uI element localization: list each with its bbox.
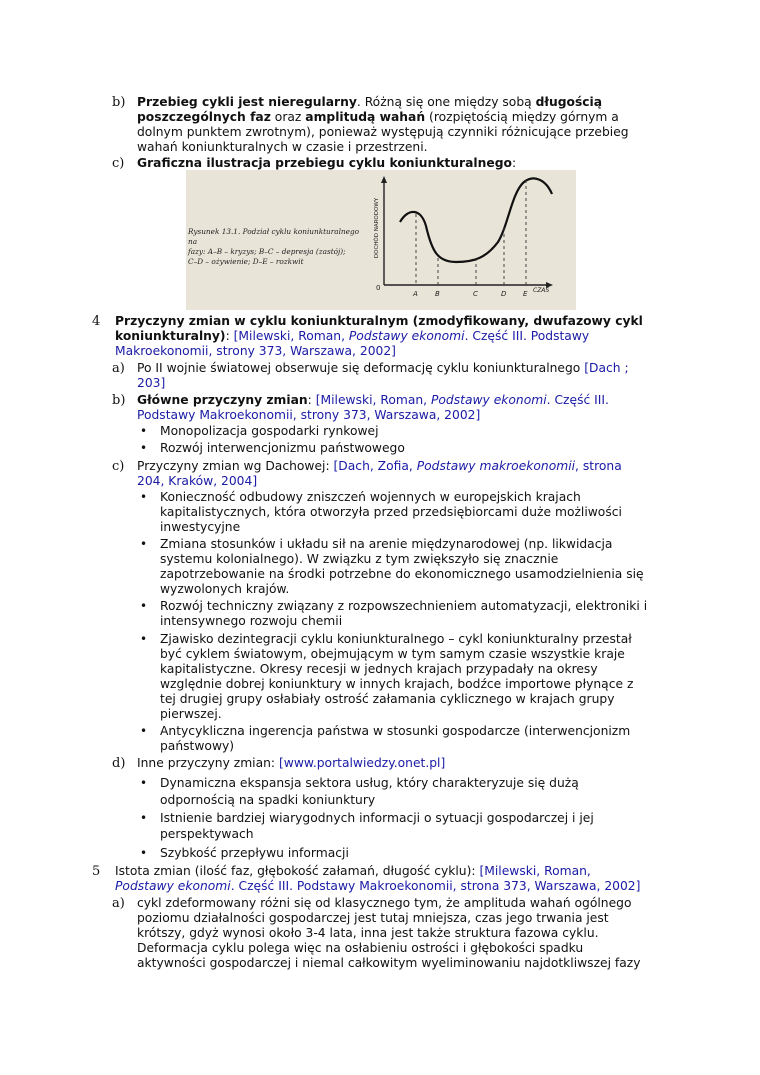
bullet-text: tej drugiej grupy osłabiały ostrość załamania cyklicznego w krajach grupy bbox=[160, 692, 615, 706]
bullet-text: Konieczność odbudowy zniszczeń wojennych w europejskich krajach bbox=[160, 490, 581, 504]
bullet-text: odpornością na spadki koniunktury bbox=[160, 793, 376, 807]
y-axis-label: DOCHÓD NARODOWY bbox=[374, 197, 380, 259]
cycle-diagram bbox=[186, 170, 576, 310]
x-label-b: B bbox=[435, 290, 440, 298]
section-5-line-2: Podstawy ekonomi. Część III. Podstawy Makroekonomii, strona 373, Warszawa, 2002] bbox=[115, 879, 641, 893]
bullet-text: Rozwój interwencjonizmu państwowego bbox=[160, 441, 405, 455]
business-cycle-figure bbox=[186, 170, 576, 310]
bullet-text: Dynamiczna ekspansja sektora usług, który charakteryzuje się dużą bbox=[160, 776, 579, 790]
list-marker-4c: c) bbox=[112, 459, 125, 474]
item-5a-line: Deformacja cyklu polega więc na osłabieniu ostrości i głębokości spadku bbox=[137, 941, 584, 955]
list-marker-b: b) bbox=[112, 95, 126, 110]
section-5-line-1: Istota zmian (ilość faz, głębokość załamań, długość cyklu): [Milewski, Roman, bbox=[115, 864, 591, 878]
item-4c-line-2: 204, Kraków, 2004] bbox=[137, 474, 258, 488]
section-4-line-3: Makroekonomii, strony 373, Warszawa, 2002] bbox=[115, 344, 396, 358]
section-number-4: 4 bbox=[92, 314, 101, 329]
bullet: • bbox=[140, 776, 148, 790]
bullet-text: kapitalistycznych, która otworzyła przed przedsiębiorcami duże możliwości bbox=[160, 505, 622, 519]
x-label-c: C bbox=[473, 290, 478, 298]
x-label-a: A bbox=[413, 290, 418, 298]
cycle-curve bbox=[400, 178, 552, 262]
bullet-text: być cyklem światowym, obejmującym w tym samym czasie wszystkie kraje bbox=[160, 647, 625, 661]
bullet-text: Zmiana stosunków i układu sił na arenie międzynarodowej (np. likwidacja bbox=[160, 537, 613, 551]
bullet: • bbox=[140, 724, 148, 738]
list-marker-4a: a) bbox=[112, 361, 125, 376]
paragraph-b-line-3: dolnym punktem zwrotnym), ponieważ występują czynniki różnicujące przebieg bbox=[137, 125, 629, 139]
figure-caption: Rysunek 13.1. Podział cyklu koniunkturalnego na fazy: A–B – kryzys; B–C – depresja (zastój); C–D – ożywienie; D–E – rozkwit bbox=[188, 227, 360, 266]
section-4-line-1: Przyczyny zmian w cyklu koniunkturalnym (zmodyfikowany, dwufazowy cykl bbox=[115, 314, 643, 328]
item-5a-line: krótszy, gdyż wynosi około 3-4 lata, inna jest także struktura fazowa cyklu. bbox=[137, 926, 599, 940]
origin-label: 0 bbox=[376, 284, 381, 292]
bullet-text: pierwszej. bbox=[160, 707, 222, 721]
list-marker-4b: b) bbox=[112, 393, 126, 408]
item-4a-line-1: Po II wojnie światowej obserwuje się deformację cyklu koniunkturalnego [Dach ; bbox=[137, 361, 629, 375]
bullet-text: Zjawisko dezintegracji cyklu koniunkturalnego – cykl koniunkturalny przestał bbox=[160, 632, 632, 646]
paragraph-c-heading: Graficzna ilustracja przebiegu cyklu koniunkturalnego: bbox=[137, 156, 517, 170]
bullet-text: zapotrzebowanie na środki potrzebne do ekonomicznego usamodzielnienia się bbox=[160, 567, 644, 581]
bullet-text: kapitalistyczne. Okresy recesji w jednych krajach przypadały na okresy bbox=[160, 662, 598, 676]
bullet-text: perspektywach bbox=[160, 827, 254, 841]
bullet-text: Istnienie bardziej wiarygodnych informacji o sytuacji gospodarczej i jej bbox=[160, 811, 594, 825]
bullet: • bbox=[140, 490, 148, 504]
item-4d-line-1: Inne przyczyny zmian: [www.portalwiedzy.onet.pl] bbox=[137, 756, 446, 770]
paragraph-b-line-1: Przebieg cykli jest nieregularny. Różną się one między sobą długością bbox=[137, 95, 603, 109]
bold-text: Przebieg cykli jest nieregularny bbox=[137, 95, 357, 109]
bullet: • bbox=[140, 811, 148, 825]
item-4a-line-2: 203] bbox=[137, 376, 166, 390]
item-5a-line: cykl zdeformowany różni się od klasycznego tym, że amplituda wahań ogólnego bbox=[137, 896, 632, 910]
item-4b-line-1: Główne przyczyny zmian: [Milewski, Roman, Podstawy ekonomi. Część III. bbox=[137, 393, 609, 407]
bullet: • bbox=[140, 846, 148, 860]
item-5a-line: poziomu działalności gospodarczej jest tutaj mniejsza, czas jego trwania jest bbox=[137, 911, 609, 925]
bullet-text: inwestycyjne bbox=[160, 520, 241, 534]
paragraph-b-line-4: wahań koniunkturalnych w czasie i przestrzeni. bbox=[137, 140, 428, 154]
bullet-text: Monopolizacja gospodarki rynkowej bbox=[160, 424, 379, 438]
bullet: • bbox=[140, 441, 148, 455]
bullet: • bbox=[140, 537, 148, 551]
bullet: • bbox=[140, 424, 148, 438]
bullet-text: państwowy) bbox=[160, 739, 235, 753]
list-marker-5a: a) bbox=[112, 896, 125, 911]
bullet-text: Szybkość przepływu informacji bbox=[160, 846, 349, 860]
x-label-d: D bbox=[501, 290, 507, 298]
section-4-line-2: koniunkturalny): [Milewski, Roman, Podstawy ekonomi. Część III. Podstawy bbox=[115, 329, 590, 343]
x-axis-label: CZAS bbox=[533, 287, 550, 294]
bullet-text: Antycykliczna ingerencja państwa w stosunki gospodarcze (interwencjonizm bbox=[160, 724, 631, 738]
item-4b-line-2: Podstawy Makroekonomii, strony 373, Warszawa, 2002] bbox=[137, 408, 481, 422]
list-marker-4d: d) bbox=[112, 756, 126, 771]
item-4c-line-1: Przyczyny zmian wg Dachowej: [Dach, Zofia, Podstawy makroekonomii, strona bbox=[137, 459, 622, 473]
list-marker-c: c) bbox=[112, 156, 125, 171]
item-5a-line: aktywności gospodarczej i niemal całkowitym wyeliminowaniu najdotkliwszej fazy bbox=[137, 956, 641, 970]
bullet-text: wyzwolonych krajów. bbox=[160, 582, 290, 596]
x-label-e: E bbox=[523, 290, 528, 298]
paragraph-b-line-2: poszczególnych faz oraz amplitudą wahań (rozpiętością między górnym a bbox=[137, 110, 619, 124]
bullet: • bbox=[140, 632, 148, 646]
source-link[interactable]: [www.portalwiedzy.onet.pl] bbox=[279, 756, 446, 770]
y-axis-arrow bbox=[381, 176, 387, 183]
bullet-text: systemu kolonialnego). W związku z tym zwiększyło się znacznie bbox=[160, 552, 559, 566]
bullet-text: intensywnego rozwoju chemii bbox=[160, 614, 343, 628]
bullet-text: Rozwój techniczny związany z rozpowszechnieniem automatyzacji, elektroniki i bbox=[160, 599, 648, 613]
bullet: • bbox=[140, 599, 148, 613]
section-number-5: 5 bbox=[92, 864, 101, 879]
bullet-text: względnie dobrej koniunktury w innych krajach, bodźce importowe płynące z bbox=[160, 677, 634, 691]
